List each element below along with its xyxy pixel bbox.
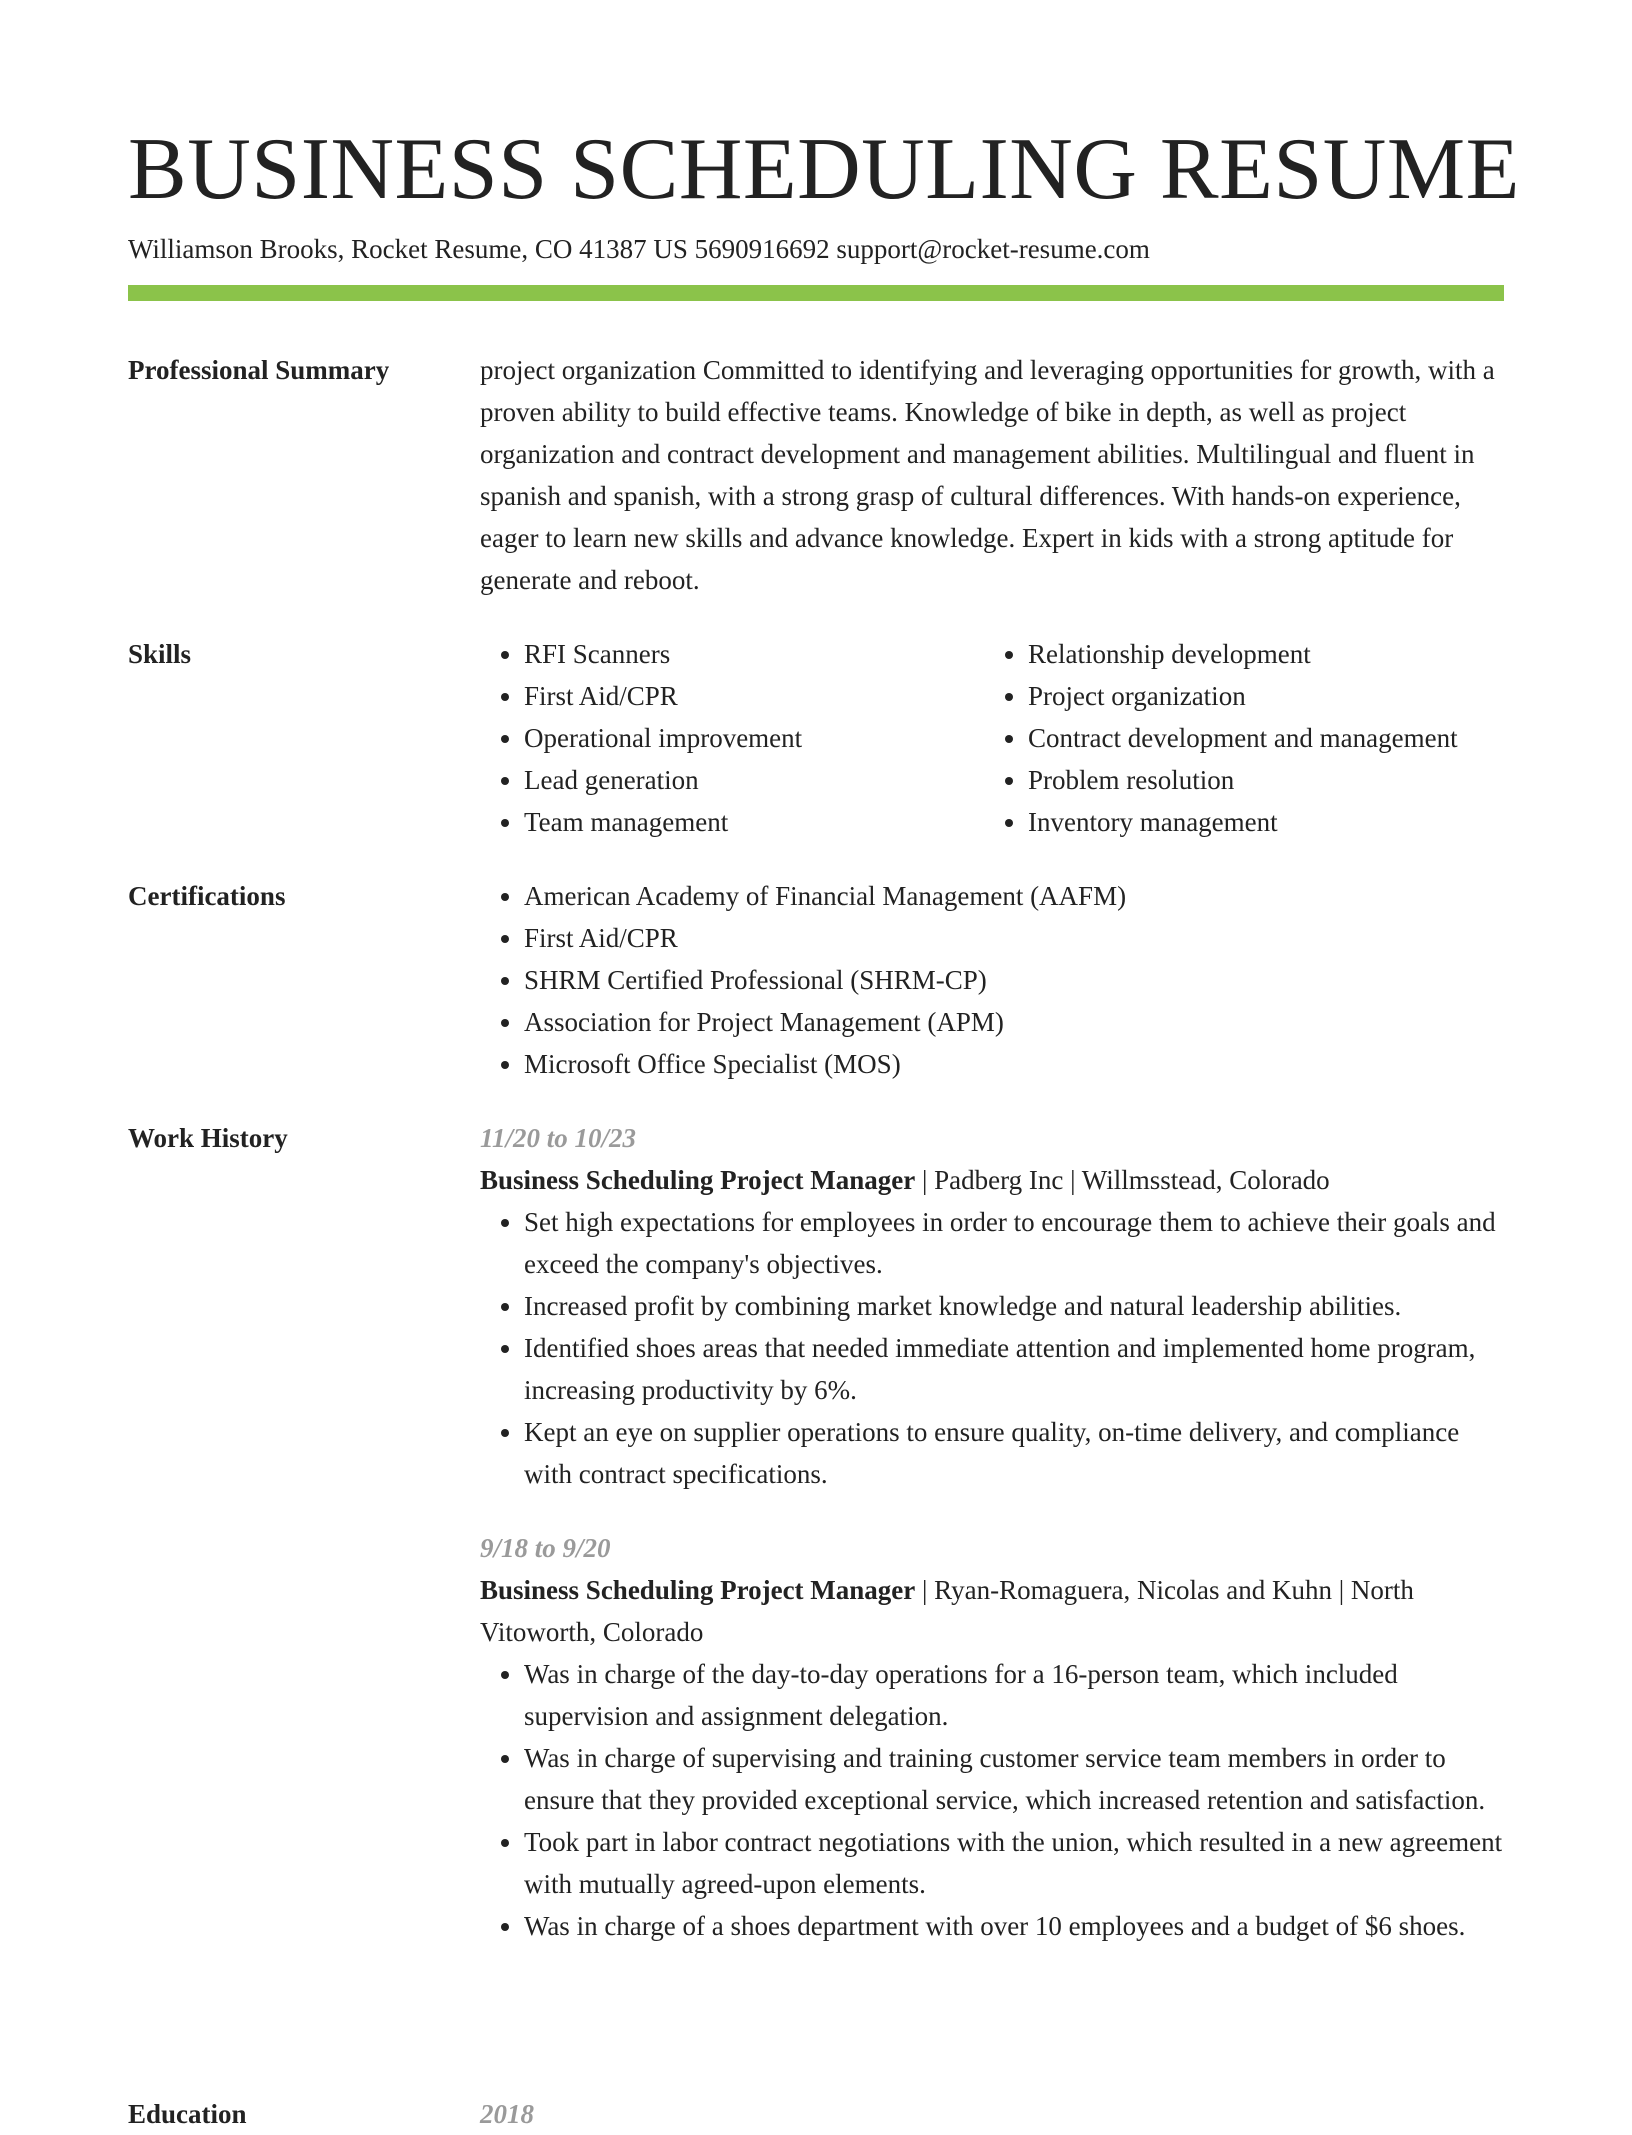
job-bullets xyxy=(480,1201,1504,1495)
job-heading xyxy=(480,1569,1504,1653)
skills-column-right xyxy=(984,633,1488,843)
skill-item: • Problem resolution xyxy=(1028,759,1488,801)
job-title: Business Scheduling Project Manager xyxy=(480,1165,916,1195)
certifications-label: Certifications xyxy=(128,881,286,911)
job-bullet: • Kept an eye on supplier operations to ensure quality, on-time delivery, and compliance with contract specifications. xyxy=(524,1411,1504,1495)
summary-text: project organization Committed to identifying and leveraging opportunities for growth, with a proven ability to build effective teams. Knowledge of bike in depth, as well as project organization and contract development and management abilities. Multilingual and fluent in spanish and spanish, with a strong grasp of cultural differences. With hands-on experience, eager to learn new skills and advance knowledge. Expert in kids with a strong aptitude for generate and reboot. xyxy=(480,355,1495,595)
job-bullet: • Was in charge of the day-to-day operations for a 16-person team, which included supervision and assignment delegation. xyxy=(524,1653,1504,1737)
contact-line: Williamson Brooks, Rocket Resume, CO 41387 US 5690916692 support@rocket-resume.com xyxy=(128,234,1150,264)
job-bullet: • Was in charge of a shoes department with over 10 employees and a budget of $6 shoes. xyxy=(524,1905,1504,1947)
work-history-body xyxy=(480,1117,1504,1947)
certifications-body xyxy=(480,875,1504,1085)
certification-item: • Microsoft Office Specialist (MOS) xyxy=(524,1043,1504,1085)
job-details: | Ryan-Romaguera, Nicolas and Kuhn | North Vitoworth, Colorado xyxy=(480,1575,1414,1647)
education-body xyxy=(480,2093,1504,2135)
summary-label: Professional Summary xyxy=(128,355,390,385)
skill-item: • Lead generation xyxy=(524,759,984,801)
skill-item: • First Aid/CPR xyxy=(524,675,984,717)
education-label: Education xyxy=(128,2099,247,2129)
skills-column-left xyxy=(480,633,984,843)
skill-item: • Project organization xyxy=(1028,675,1488,717)
skill-item: • RFI Scanners xyxy=(524,633,984,675)
job-bullet: • Took part in labor contract negotiations with the union, which resulted in a new agreement with mutually agreed-upon elements. xyxy=(524,1821,1504,1905)
job-bullet: • Set high expectations for employees in order to encourage them to achieve their goals and exceed the company's objectives. xyxy=(524,1201,1504,1285)
certification-item: • SHRM Certified Professional (SHRM-CP) xyxy=(524,959,1504,1001)
skills-body xyxy=(480,633,1504,843)
skills-list-left xyxy=(480,633,984,843)
work-history-label: Work History xyxy=(128,1123,288,1153)
skill-item: • Inventory management xyxy=(1028,801,1488,843)
skill-item: • Relationship development xyxy=(1028,633,1488,675)
summary-body xyxy=(480,349,1504,601)
skill-item: • Operational improvement xyxy=(524,717,984,759)
job-entry xyxy=(480,1117,1504,1495)
job-heading xyxy=(480,1159,1504,1201)
job-title: Business Scheduling Project Manager xyxy=(480,1575,916,1605)
job-details: | Padberg Inc | Willmsstead, Colorado xyxy=(915,1165,1330,1195)
skill-item: • Contract development and management xyxy=(1028,717,1488,759)
job-bullet: • Identified shoes areas that needed immediate attention and implemented home program, increasing productivity by 6%. xyxy=(524,1327,1504,1411)
certification-item: • First Aid/CPR xyxy=(524,917,1504,959)
skills-label: Skills xyxy=(128,639,192,669)
job-date: 9/18 to 9/20 xyxy=(480,1533,611,1563)
resume-title: BUSINESS SCHEDULING RESUME xyxy=(128,121,1520,218)
job-bullet: • Was in charge of supervising and training customer service team members in order to ensure that they provided exceptional service, which increased retention and satisfaction. xyxy=(524,1737,1504,1821)
header-divider xyxy=(128,285,1504,301)
certifications-list xyxy=(480,875,1504,1085)
certification-item: • American Academy of Financial Management (AAFM) xyxy=(524,875,1504,917)
job-bullet: • Increased profit by combining market knowledge and natural leadership abilities. xyxy=(524,1285,1504,1327)
job-bullets xyxy=(480,1653,1504,1947)
skill-item: • Team management xyxy=(524,801,984,843)
job-date: 11/20 to 10/23 xyxy=(480,1123,637,1153)
skills-list-right xyxy=(984,633,1488,843)
job-entry xyxy=(480,1527,1504,1947)
education-date: 2018 xyxy=(480,2099,534,2129)
certification-item: • Association for Project Management (APM) xyxy=(524,1001,1504,1043)
